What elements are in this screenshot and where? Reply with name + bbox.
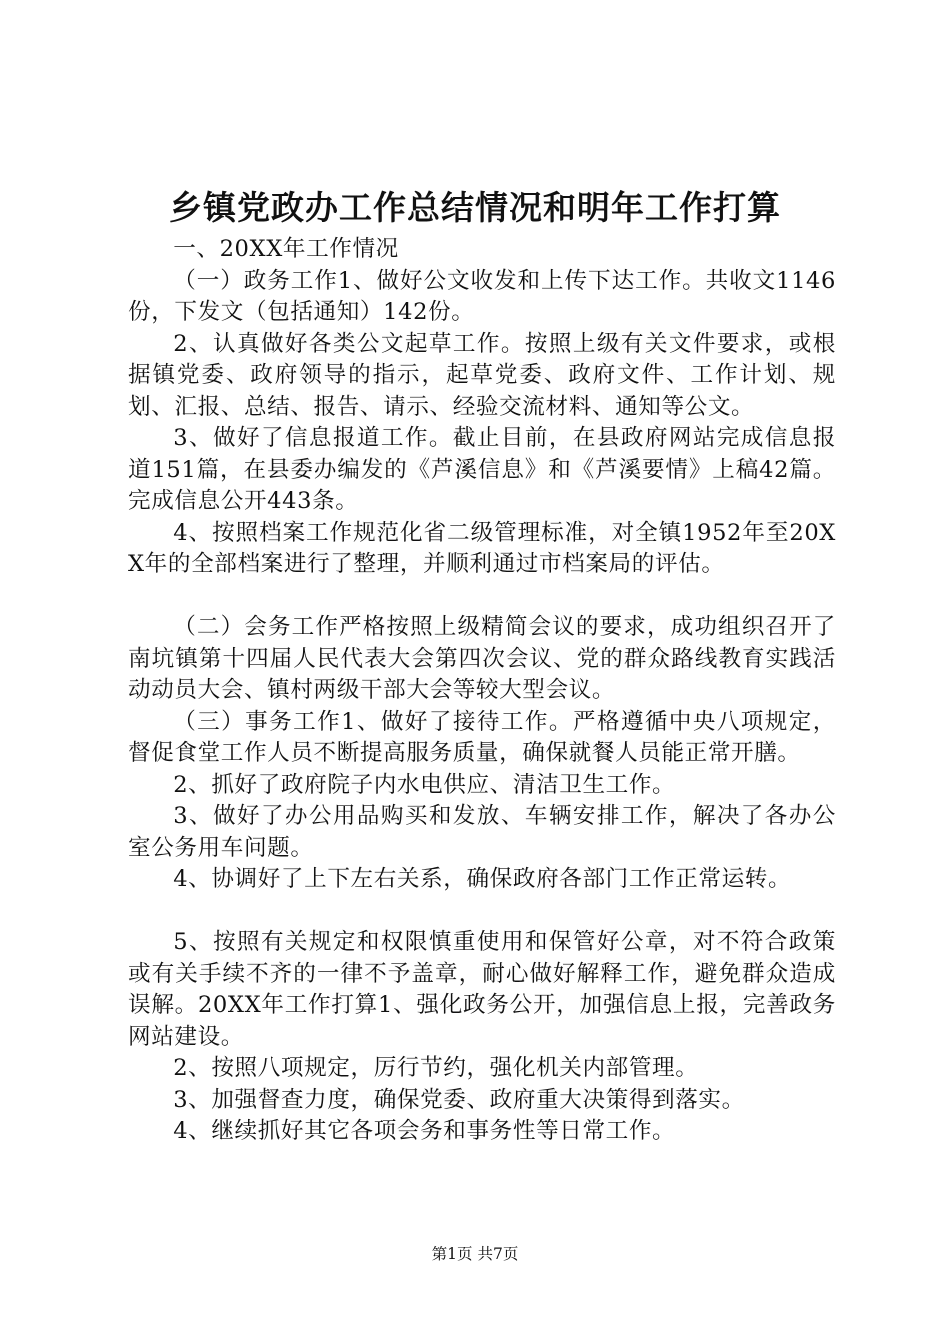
document-title: 乡镇党政办工作总结情况和明年工作打算 — [169, 188, 781, 227]
paragraph: 4、继续抓好其它各项会务和事务性等日常工作。 — [173, 1118, 676, 1144]
paragraph: 4、协调好了上下左右关系，确保政府各部门工作正常运转。 — [173, 866, 792, 892]
paragraph: 3、做好了办公用品购买和发放、车辆安排工作，解决了各办公室公务用车问题。 — [128, 803, 836, 861]
document-body — [128, 234, 836, 1148]
paragraph: （二）会务工作严格按照上级精简会议的要求，成功组织召开了南坑镇第十四届人民代表大会第四次会议、党的群众路线教育实践活动动员大会、镇村两级干部大会等较大型会议。 — [128, 614, 836, 703]
paragraph-gap — [128, 896, 836, 928]
paragraph: 4、按照档案工作规范化省二级管理标准，对全镇1952年至20XX年的全部档案进行了整理，并顺利通过市档案局的评估。 — [128, 519, 836, 577]
paragraph: （三）事务工作1、做好了接待工作。严格遵循中央八项规定，督促食堂工作人员不断提高服务质量，确保就餐人员能正常开膳。 — [128, 708, 836, 766]
section-heading: 一、20XX年工作情况 — [173, 236, 399, 262]
paragraph: 5、按照有关规定和权限慎重使用和保管好公章，对不符合政策或有关手续不齐的一律不予盖章，耐心做好解释工作，避免群众造成误解。20XX年工作打算1、强化政务公开，加强信息上报，完善政务网站建设。 — [128, 929, 836, 1050]
paragraph: 3、加强督查力度，确保党委、政府重大决策得到落实。 — [173, 1086, 745, 1113]
paragraph: 2、抓好了政府院子内水电供应、清洁卫生工作。 — [173, 771, 676, 798]
paragraph: 2、认真做好各类公文起草工作。按照上级有关文件要求，或根据镇党委、政府领导的指示，起草党委、政府文件、工作计划、规划、汇报、总结、报告、请示、经验交流材料、通知等公文。 — [128, 330, 836, 420]
paragraph: 2、按照八项规定，厉行节约，强化机关内部管理。 — [173, 1055, 699, 1081]
paragraph-gap — [128, 581, 836, 613]
paragraph: 3、做好了信息报道工作。截止目前，在县政府网站完成信息报道151篇，在县委办编发的《芦溪信息》和《芦溪要情》上稿42篇。完成信息公开443条。 — [128, 425, 836, 514]
paragraph: （一）政务工作1、做好公文收发和上传下达工作。共收文1146份，下发文（包括通知）142份。 — [128, 267, 836, 325]
page-footer: 第1页 共7页 — [431, 1245, 519, 1263]
